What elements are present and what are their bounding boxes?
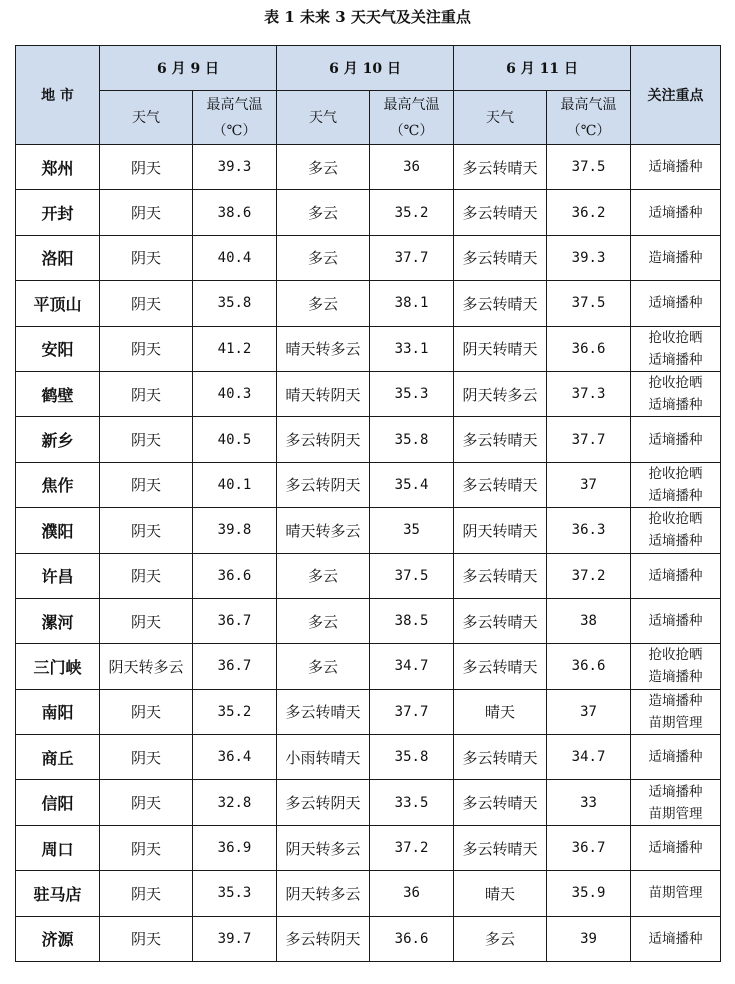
weather-day1-cell: 阴天 [100, 735, 193, 780]
temp-day2-cell: 36.6 [370, 916, 454, 961]
weather-day2-cell: 多云转阴天 [277, 916, 370, 961]
temp-day1-cell: 40.1 [193, 462, 277, 507]
weather-day1-cell: 阴天 [100, 145, 193, 190]
weather-day3-cell: 晴天 [454, 689, 547, 734]
weather-day3-cell: 多云转晴天 [454, 735, 547, 780]
focus-cell [631, 916, 721, 961]
header-weather-1: 天气 [100, 91, 193, 145]
focus-cell [631, 689, 721, 734]
focus-cell [631, 145, 721, 190]
temp-day2-cell: 35.4 [370, 462, 454, 507]
table-row [16, 553, 721, 598]
focus-cell [631, 871, 721, 916]
focus-item: 苗期管理 [648, 805, 703, 822]
header-temp-1 [193, 91, 277, 145]
temp-day2-cell: 37.7 [370, 689, 454, 734]
temp-day1-cell: 40.3 [193, 371, 277, 416]
city-cell: 洛阳 [16, 235, 100, 280]
weather-day2-cell: 阴天转多云 [277, 871, 370, 916]
weather-day3-cell: 多云转晴天 [454, 235, 547, 280]
weather-day1-cell: 阴天 [100, 598, 193, 643]
header-temp-label: 最高气温 [383, 96, 440, 113]
focus-item: 造墒播种 [648, 249, 703, 266]
focus-item: 适墒播种 [648, 295, 703, 312]
temp-day1-cell: 36.7 [193, 598, 277, 643]
focus-cell [631, 553, 721, 598]
weather-day1-cell: 阴天 [100, 190, 193, 235]
weather-day3-cell: 多云转晴天 [454, 825, 547, 870]
header-temp-unit: （℃） [389, 122, 434, 139]
city-cell: 安阳 [16, 326, 100, 371]
table-row [16, 689, 721, 734]
table-row [16, 417, 721, 462]
header-focus: 关注重点 [631, 46, 721, 145]
weather-day3-cell: 晴天 [454, 871, 547, 916]
table-row [16, 916, 721, 961]
table-row [16, 145, 721, 190]
city-cell: 焦作 [16, 462, 100, 507]
temp-day2-cell: 35 [370, 508, 454, 553]
focus-cell [631, 508, 721, 553]
temp-day2-cell: 34.7 [370, 644, 454, 689]
city-cell: 鹤壁 [16, 371, 100, 416]
weather-day2-cell: 多云 [277, 145, 370, 190]
temp-day1-cell: 35.8 [193, 281, 277, 326]
weather-day3-cell: 多云转晴天 [454, 281, 547, 326]
weather-day1-cell: 阴天 [100, 235, 193, 280]
temp-day2-cell: 35.8 [370, 417, 454, 462]
weather-day2-cell: 多云 [277, 190, 370, 235]
table-row [16, 825, 721, 870]
temp-day1-cell: 36.7 [193, 644, 277, 689]
focus-item: 适墒播种 [648, 613, 703, 630]
city-cell: 开封 [16, 190, 100, 235]
temp-day3-cell: 36.6 [547, 644, 631, 689]
temp-day3-cell: 37.5 [547, 281, 631, 326]
weather-day3-cell: 多云转晴天 [454, 417, 547, 462]
focus-item: 适墒播种 [648, 749, 703, 766]
table-row [16, 780, 721, 825]
temp-day3-cell: 33 [547, 780, 631, 825]
weather-day2-cell: 多云 [277, 644, 370, 689]
table-row [16, 190, 721, 235]
table-row [16, 462, 721, 507]
table-row [16, 735, 721, 780]
table-row [16, 371, 721, 416]
temp-day1-cell: 36.9 [193, 825, 277, 870]
focus-cell [631, 780, 721, 825]
header-temp-unit: （℃） [566, 122, 611, 139]
focus-item: 适墒播种 [648, 159, 703, 176]
table-row [16, 326, 721, 371]
temp-day2-cell: 35.3 [370, 371, 454, 416]
weather-day1-cell: 阴天 [100, 825, 193, 870]
header-temp-label: 最高气温 [560, 96, 617, 113]
header-city: 地 市 [16, 46, 100, 145]
temp-day3-cell: 39 [547, 916, 631, 961]
focus-item: 适墒播种 [648, 487, 703, 504]
temp-day2-cell: 38.5 [370, 598, 454, 643]
temp-day2-cell: 35.2 [370, 190, 454, 235]
temp-day3-cell: 38 [547, 598, 631, 643]
focus-cell [631, 825, 721, 870]
weather-day1-cell: 阴天 [100, 371, 193, 416]
focus-cell [631, 235, 721, 280]
header-weather-3: 天气 [454, 91, 547, 145]
weather-day3-cell: 多云转晴天 [454, 553, 547, 598]
weather-day2-cell: 小雨转晴天 [277, 735, 370, 780]
temp-day3-cell: 36.6 [547, 326, 631, 371]
weather-day2-cell: 多云 [277, 553, 370, 598]
temp-day3-cell: 35.9 [547, 871, 631, 916]
weather-day1-cell: 阴天 [100, 871, 193, 916]
focus-item: 适墒播种 [648, 204, 703, 221]
weather-day3-cell: 阴天转晴天 [454, 508, 547, 553]
table-row [16, 508, 721, 553]
temp-day1-cell: 39.7 [193, 916, 277, 961]
city-cell: 济源 [16, 916, 100, 961]
temp-day1-cell: 35.2 [193, 689, 277, 734]
focus-item: 抢收抢晒 [648, 375, 703, 392]
weather-day1-cell: 阴天 [100, 689, 193, 734]
temp-day3-cell: 37.5 [547, 145, 631, 190]
weather-day3-cell: 阴天转晴天 [454, 326, 547, 371]
focus-item: 造墒播种 [648, 669, 703, 686]
weather-day1-cell: 阴天 [100, 780, 193, 825]
weather-day2-cell: 多云 [277, 598, 370, 643]
temp-day3-cell: 36.7 [547, 825, 631, 870]
focus-item: 抢收抢晒 [648, 465, 703, 482]
focus-item: 适墒播种 [648, 397, 703, 414]
focus-item: 抢收抢晒 [648, 511, 703, 528]
focus-item: 适墒播种 [648, 351, 703, 368]
focus-cell [631, 417, 721, 462]
focus-item: 适墒播种 [648, 783, 703, 800]
temp-day2-cell: 37.2 [370, 825, 454, 870]
temp-day2-cell: 38.1 [370, 281, 454, 326]
focus-cell [631, 598, 721, 643]
temp-day2-cell: 33.5 [370, 780, 454, 825]
temp-day1-cell: 40.5 [193, 417, 277, 462]
header-temp-2 [370, 91, 454, 145]
header-weather-2: 天气 [277, 91, 370, 145]
weather-day1-cell: 阴天 [100, 281, 193, 326]
temp-day3-cell: 36.3 [547, 508, 631, 553]
city-cell: 漯河 [16, 598, 100, 643]
focus-cell [631, 462, 721, 507]
weather-table [15, 45, 721, 962]
weather-day1-cell: 阴天 [100, 916, 193, 961]
header-date-2: 6 月 10 日 [277, 46, 454, 91]
weather-day3-cell: 多云转晴天 [454, 462, 547, 507]
header-date-1: 6 月 9 日 [100, 46, 277, 91]
weather-day1-cell: 阴天 [100, 462, 193, 507]
focus-item: 苗期管理 [648, 714, 703, 731]
temp-day1-cell: 39.8 [193, 508, 277, 553]
focus-item: 适墒播种 [648, 840, 703, 857]
city-cell: 濮阳 [16, 508, 100, 553]
weather-day2-cell: 阴天转多云 [277, 825, 370, 870]
table-header [16, 46, 721, 145]
weather-day2-cell: 晴天转多云 [277, 326, 370, 371]
table-body [16, 145, 721, 962]
temp-day1-cell: 41.2 [193, 326, 277, 371]
temp-day2-cell: 37.7 [370, 235, 454, 280]
temp-day3-cell: 34.7 [547, 735, 631, 780]
city-cell: 许昌 [16, 553, 100, 598]
temp-day3-cell: 37.2 [547, 553, 631, 598]
weather-day2-cell: 多云转阴天 [277, 462, 370, 507]
focus-item: 抢收抢晒 [648, 647, 703, 664]
city-cell: 周口 [16, 825, 100, 870]
temp-day1-cell: 39.3 [193, 145, 277, 190]
focus-item: 适墒播种 [648, 567, 703, 584]
focus-item: 适墒播种 [648, 930, 703, 947]
weather-day3-cell: 多云转晴天 [454, 190, 547, 235]
city-cell: 新乡 [16, 417, 100, 462]
city-cell: 驻马店 [16, 871, 100, 916]
temp-day2-cell: 36 [370, 145, 454, 190]
weather-day2-cell: 晴天转阴天 [277, 371, 370, 416]
weather-day3-cell: 多云转晴天 [454, 780, 547, 825]
focus-item: 造墒播种 [648, 692, 703, 709]
table-row [16, 598, 721, 643]
table-caption: 表 1 未来 3 天天气及关注重点 [264, 8, 471, 26]
weather-day1-cell: 阴天 [100, 326, 193, 371]
table-row [16, 644, 721, 689]
city-cell: 南阳 [16, 689, 100, 734]
temp-day2-cell: 36 [370, 871, 454, 916]
focus-cell [631, 281, 721, 326]
focus-item: 苗期管理 [648, 885, 703, 902]
temp-day3-cell: 37 [547, 689, 631, 734]
weather-day2-cell: 多云转晴天 [277, 689, 370, 734]
focus-cell [631, 371, 721, 416]
city-cell: 信阳 [16, 780, 100, 825]
focus-item: 适墒播种 [648, 431, 703, 448]
temp-day3-cell: 39.3 [547, 235, 631, 280]
focus-item: 适墒播种 [648, 533, 703, 550]
temp-day3-cell: 37.7 [547, 417, 631, 462]
temp-day3-cell: 36.2 [547, 190, 631, 235]
weather-day3-cell: 多云转晴天 [454, 598, 547, 643]
weather-day1-cell: 阴天 [100, 553, 193, 598]
weather-day3-cell: 多云转晴天 [454, 145, 547, 190]
temp-day3-cell: 37.3 [547, 371, 631, 416]
focus-cell [631, 190, 721, 235]
temp-day1-cell: 36.6 [193, 553, 277, 598]
focus-cell [631, 644, 721, 689]
city-cell: 郑州 [16, 145, 100, 190]
temp-day1-cell: 35.3 [193, 871, 277, 916]
temp-day2-cell: 33.1 [370, 326, 454, 371]
weather-day2-cell: 多云转阴天 [277, 780, 370, 825]
weather-day1-cell: 阴天转多云 [100, 644, 193, 689]
city-cell: 三门峡 [16, 644, 100, 689]
weather-day3-cell: 多云 [454, 916, 547, 961]
weather-day2-cell: 多云 [277, 235, 370, 280]
focus-item: 抢收抢晒 [648, 329, 703, 346]
weather-day3-cell: 多云转晴天 [454, 644, 547, 689]
temp-day1-cell: 40.4 [193, 235, 277, 280]
weather-day2-cell: 多云 [277, 281, 370, 326]
city-cell: 平顶山 [16, 281, 100, 326]
temp-day1-cell: 38.6 [193, 190, 277, 235]
weather-day2-cell: 晴天转多云 [277, 508, 370, 553]
city-cell: 商丘 [16, 735, 100, 780]
header-date-3: 6 月 11 日 [454, 46, 631, 91]
header-temp-unit: （℃） [212, 122, 257, 139]
focus-cell [631, 326, 721, 371]
temp-day1-cell: 36.4 [193, 735, 277, 780]
table-row [16, 235, 721, 280]
table-row [16, 281, 721, 326]
focus-cell [631, 735, 721, 780]
weather-day2-cell: 多云转阴天 [277, 417, 370, 462]
temp-day2-cell: 37.5 [370, 553, 454, 598]
table-row [16, 871, 721, 916]
header-temp-3 [547, 91, 631, 145]
weather-day1-cell: 阴天 [100, 508, 193, 553]
temp-day1-cell: 32.8 [193, 780, 277, 825]
weather-day1-cell: 阴天 [100, 417, 193, 462]
temp-day2-cell: 35.8 [370, 735, 454, 780]
temp-day3-cell: 37 [547, 462, 631, 507]
weather-day3-cell: 阴天转多云 [454, 371, 547, 416]
header-temp-label: 最高气温 [206, 96, 263, 113]
